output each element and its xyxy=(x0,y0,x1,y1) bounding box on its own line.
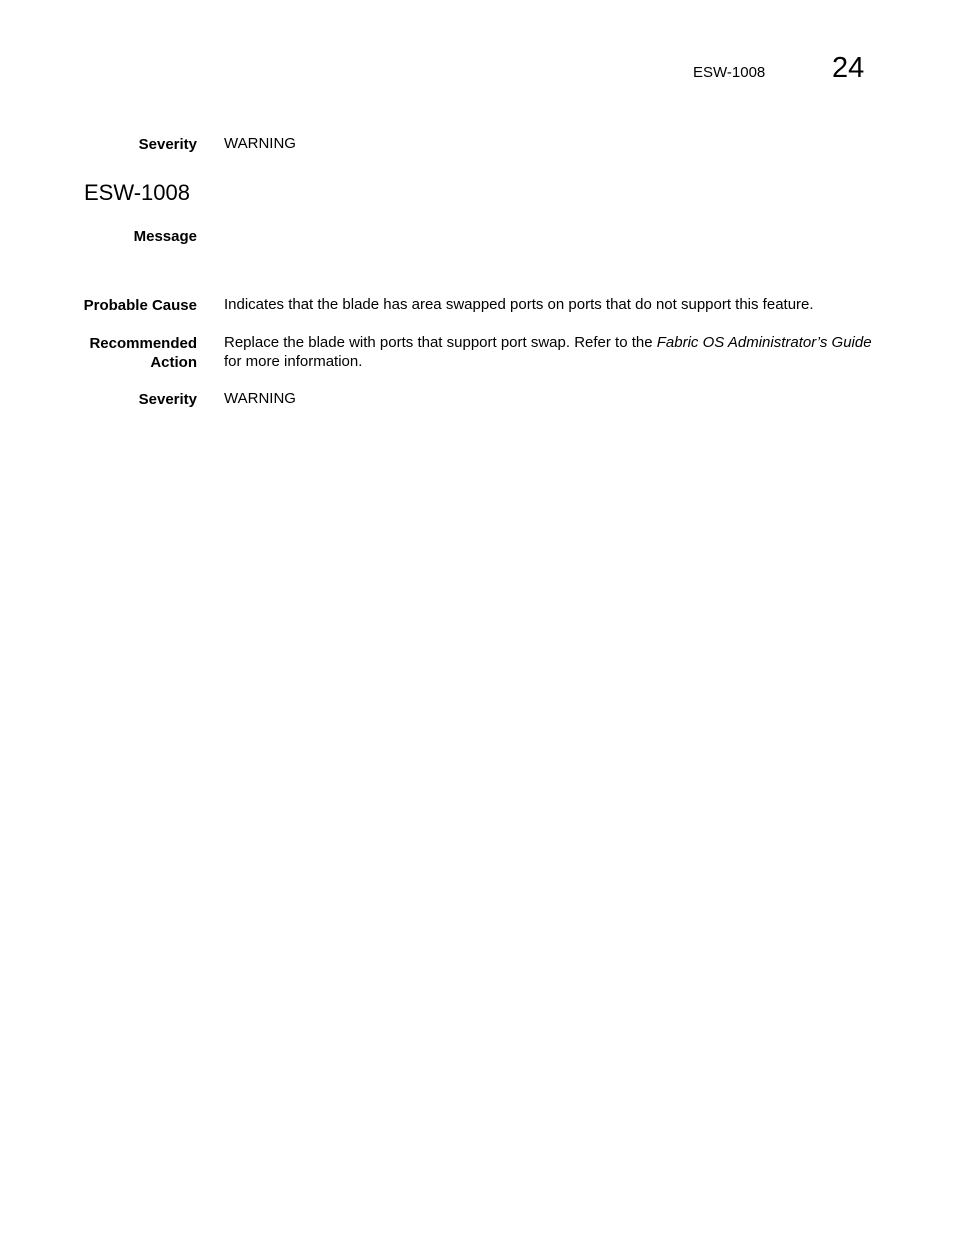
recommended-action-label-line1: Recommended xyxy=(89,335,197,352)
chapter-number: 24 xyxy=(832,52,865,84)
recommended-action-value xyxy=(224,333,874,371)
recommended-action-label xyxy=(89,334,197,372)
guide-title: Fabric OS Administrator’s Guide xyxy=(656,334,872,351)
severity-value: WARNING xyxy=(224,390,296,407)
recommended-action-text-end: for more information. xyxy=(224,353,363,370)
prev-severity-label: Severity xyxy=(138,136,197,153)
recommended-action-label-line2: Action xyxy=(150,354,197,371)
entry-heading: ESW-1008 xyxy=(84,180,190,205)
probable-cause-value: Indicates that the blade has area swapped ports on ports that do not support this feature. xyxy=(224,296,814,313)
recommended-action-text: Replace the blade with ports that support port swap. Refer to the xyxy=(224,334,657,351)
running-header-title: ESW-1008 xyxy=(693,64,766,81)
severity-label: Severity xyxy=(138,391,197,408)
prev-severity-value: WARNING xyxy=(224,135,296,152)
probable-cause-label: Probable Cause xyxy=(83,297,197,314)
message-label: Message xyxy=(133,228,197,245)
